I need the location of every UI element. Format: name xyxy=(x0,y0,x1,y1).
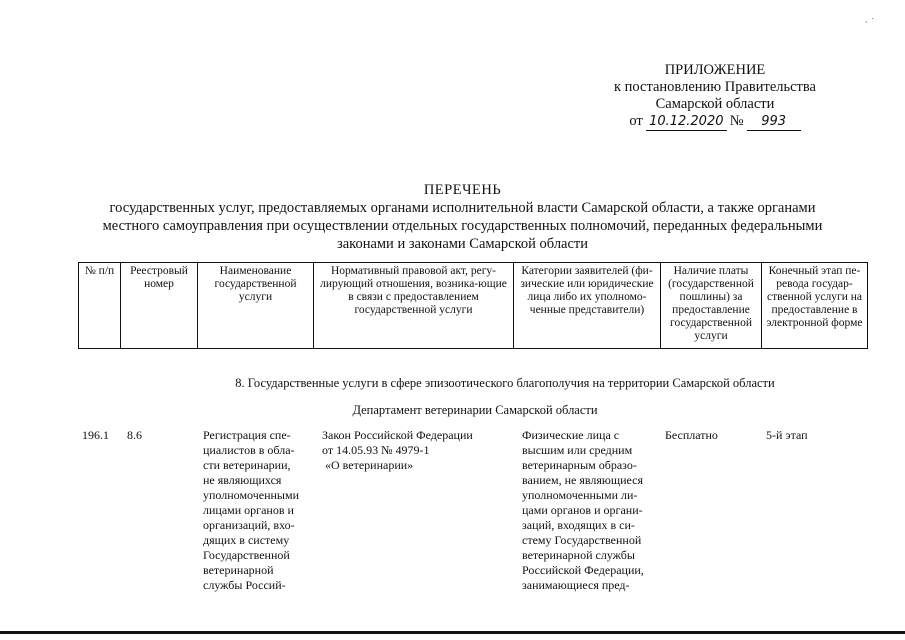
appendix-date-line xyxy=(595,113,835,131)
act-line: от 14.05.93 № 4979-1 xyxy=(322,443,430,457)
section-title: 8. Государственные услуги в сфере эпизоотического благополучия на территории Самарской области xyxy=(235,376,775,390)
act-line: «О ветеринарии» xyxy=(322,458,414,472)
document-subtitle-line-3: законами и законами Самарской области xyxy=(336,236,589,252)
header-fee: Наличие платы (государственной пошлины) за предоставление государственной услуги xyxy=(661,263,762,349)
applicants-line: ванием, не являющиеся xyxy=(522,473,643,487)
applicants-line: ветеринарной службы xyxy=(522,548,635,562)
scan-marks: · ˙ xyxy=(864,18,875,28)
service-line: не являющихся xyxy=(203,473,282,487)
row-number: 196.1 xyxy=(82,428,109,442)
act-line: Закон Российской Федерации xyxy=(322,428,473,442)
service-line: службы Россий- xyxy=(203,578,286,592)
header-service-name: Наименование государственной услуги xyxy=(198,263,314,349)
service-line: лицами органов и xyxy=(203,503,294,517)
row-final-stage: 5-й этап xyxy=(766,428,808,442)
header-registry: Реестровый номер xyxy=(121,263,198,349)
service-line: организаций, вхо- xyxy=(203,518,295,532)
applicants-line: ветеринарным образо- xyxy=(522,458,637,472)
row-service-name xyxy=(203,428,315,593)
row-fee: Бесплатно xyxy=(665,428,718,442)
department-title: Департамент ветеринарии Самарской области xyxy=(352,403,598,417)
applicants-line: заций, входящих в си- xyxy=(522,518,635,532)
service-line: циалистов в обла- xyxy=(203,443,295,457)
service-line: Государственной xyxy=(203,548,290,562)
row-registry: 8.6 xyxy=(127,428,142,442)
header-number: № п/п xyxy=(79,263,121,349)
applicants-line: занимающиеся пред- xyxy=(522,578,630,592)
page-bottom-edge xyxy=(0,631,905,634)
date-handwritten: 10.12.2020 xyxy=(646,113,727,131)
applicants-line: стему Государственной xyxy=(522,533,642,547)
row-applicants xyxy=(522,428,662,593)
service-line: сти ветеринарии, xyxy=(203,458,291,472)
applicants-line: высшим или средним xyxy=(522,443,633,457)
row-legal-act xyxy=(322,428,512,473)
appendix-line-2: Самарской области xyxy=(655,96,775,112)
applicants-line: Российской Федерации, xyxy=(522,563,644,577)
service-line: ветеринарной xyxy=(203,563,274,577)
service-line: Регистрация спе- xyxy=(203,428,291,442)
date-prefix: от xyxy=(629,113,643,129)
applicants-line: цами органов и органи- xyxy=(522,503,643,517)
header-final-stage: Конечный этап пе-ревода государ-ственной услуги на предоставление в электронной форме xyxy=(762,263,868,349)
header-applicants: Категории заявителей (фи-зические или юридические лица либо их уполномо-ченные представители) xyxy=(514,263,661,349)
document-subtitle-line-1: государственных услуг, предоставляемых органами исполнительной власти Самарской области, а также органами xyxy=(109,200,816,216)
appendix-block xyxy=(595,62,835,131)
service-line: дящих в систему xyxy=(203,533,290,547)
applicants-line: уполномоченными ли- xyxy=(522,488,638,502)
applicants-line: Физические лица с xyxy=(522,428,620,442)
document-subtitle-line-2: местного самоуправления при осуществлении отдельных государственных полномочий, переданных федеральными xyxy=(102,218,823,234)
number-handwritten: 993 xyxy=(747,113,801,131)
services-table-header xyxy=(78,262,868,349)
header-legal-act: Нормативный правовой акт, регу-лирующий отношения, возника-ющие в связи с предоставлением государственной услуги xyxy=(314,263,514,349)
document-title-block xyxy=(60,181,865,253)
appendix-title: ПРИЛОЖЕНИЕ xyxy=(664,62,766,78)
service-line: уполномоченными xyxy=(203,488,300,502)
number-label: № xyxy=(729,113,744,129)
document-title: ПЕРЕЧЕНЬ xyxy=(423,182,502,198)
appendix-line-1: к постановлению Правительства xyxy=(614,79,816,95)
table-header-row xyxy=(79,263,868,349)
